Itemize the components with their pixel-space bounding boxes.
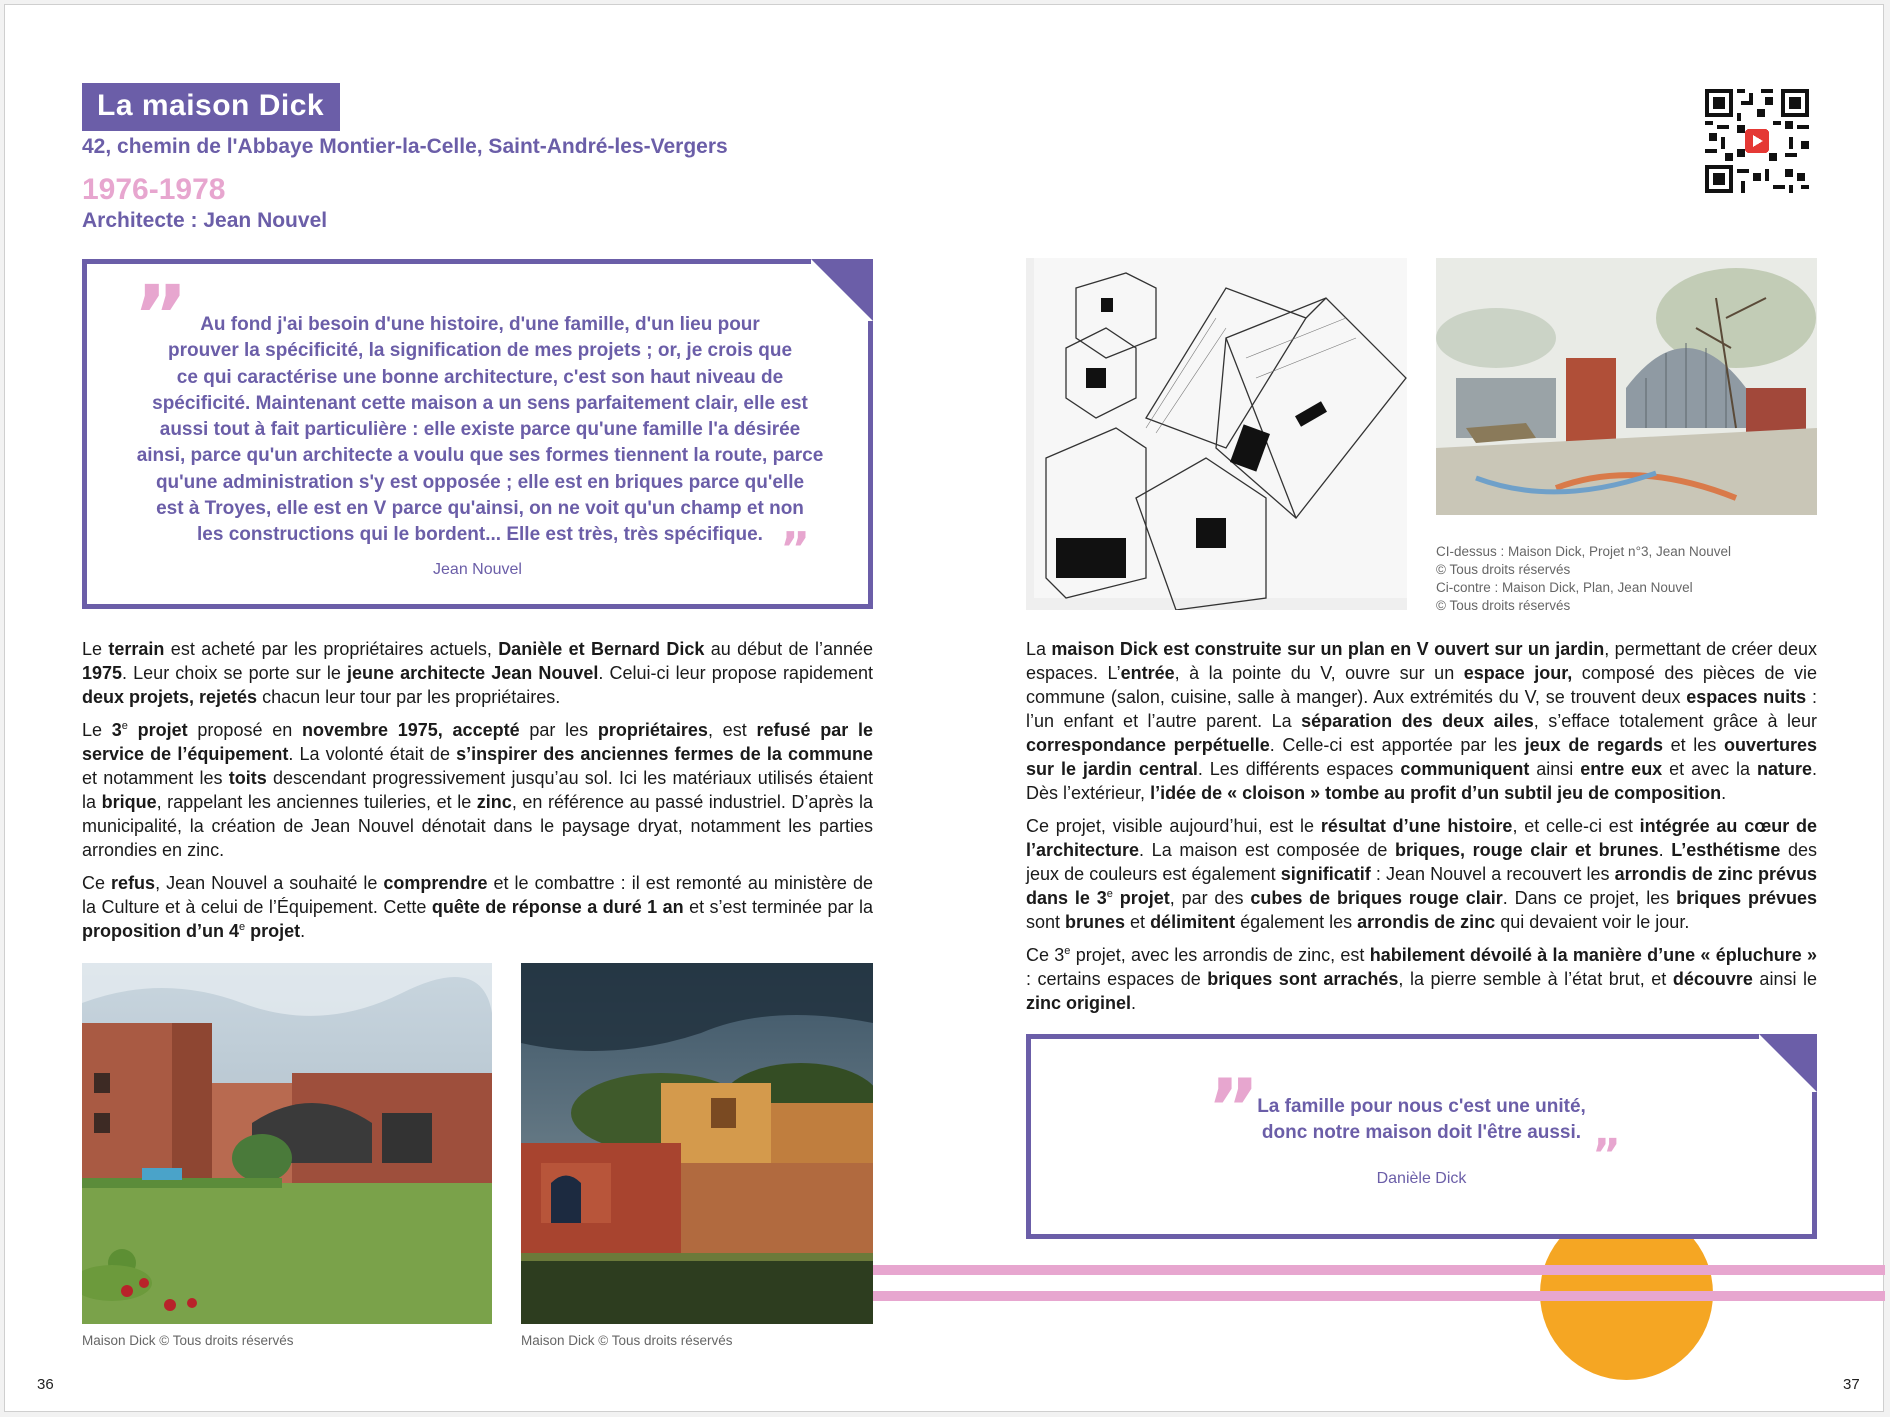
text-run: et bbox=[1125, 912, 1151, 932]
book-spread bbox=[4, 4, 1884, 1412]
superscript: e bbox=[1106, 888, 1113, 900]
text-run: : certains espaces de bbox=[1026, 969, 1208, 989]
superscript: e bbox=[121, 720, 128, 732]
quote-line: ce qui caractérise une bonne architecture, c'est son haut niveau de bbox=[176, 366, 784, 388]
text-run: , est bbox=[707, 720, 757, 740]
quote-author: Danièle Dick bbox=[1376, 1170, 1467, 1187]
text-run: qui devaient voir le jour. bbox=[1495, 912, 1690, 932]
text-run: , par des bbox=[1169, 888, 1251, 908]
quote-line: est à Troyes, elle est en V parce qu'ainsi, on ne voit qu'un champ et non bbox=[156, 498, 804, 520]
text-run: . Celle-ci est apportée par les bbox=[1269, 735, 1525, 755]
caption-line: Ci-contre : Maison Dick, Plan, Jean Nouvel bbox=[1436, 580, 1693, 595]
text-run: . La maison est composée de bbox=[1139, 840, 1396, 860]
bold-text: nature bbox=[1756, 759, 1812, 779]
bold-text: brique bbox=[101, 792, 157, 812]
bold-text: projet bbox=[127, 720, 188, 740]
bold-text: espace jour, bbox=[1463, 663, 1573, 683]
text-run: et avec la bbox=[1662, 759, 1757, 779]
qr-code[interactable] bbox=[1705, 89, 1809, 193]
page-number-left: 36 bbox=[37, 1376, 54, 1393]
bold-text: 3 bbox=[111, 720, 122, 740]
folded-corner bbox=[1759, 1034, 1817, 1092]
drawing-axonometric bbox=[1026, 258, 1407, 610]
bold-text: terrain bbox=[108, 639, 165, 659]
text-run: et le combattre : il est remonté au ministère de la Culture et à celui de l’Équipement. Cette bbox=[82, 873, 873, 917]
quote-line: les constructions qui le bordent... Elle est très, très spécifique. bbox=[197, 524, 763, 546]
quote-text bbox=[1031, 1094, 1812, 1146]
bold-text: proposition d’un 4 bbox=[82, 921, 239, 941]
paragraph bbox=[1026, 814, 1817, 934]
text-run: . bbox=[1131, 993, 1137, 1013]
bold-text: briques prévues bbox=[1676, 888, 1817, 908]
bold-text: L’esthétisme bbox=[1671, 840, 1781, 860]
right-body-text bbox=[1026, 637, 1817, 1024]
text-run: par les bbox=[519, 720, 598, 740]
drawing-perspective-sketch bbox=[1436, 258, 1817, 515]
text-run: . Les différents espaces bbox=[1197, 759, 1401, 779]
bold-text: entre eux bbox=[1580, 759, 1663, 779]
text-run: La bbox=[1026, 639, 1052, 659]
text-run: composé des pièces de vie commune (salon, cuisine, salle à manger). Aux extrémités du V, se trouvent deux bbox=[1026, 663, 1817, 707]
text-run: et les bbox=[1663, 735, 1724, 755]
quote-line: qu'une administration s'y est opposée ; elle est en briques parce qu'elle bbox=[155, 471, 805, 493]
text-run: . bbox=[1721, 783, 1727, 803]
bold-text: 1975 bbox=[82, 663, 123, 683]
text-run: . La volonté était de bbox=[288, 744, 457, 764]
bold-text: projet bbox=[245, 921, 301, 941]
quote-line: aussi tout à fait particulière : elle existe parce qu'une famille l'a désirée bbox=[159, 419, 801, 441]
years: 1976-1978 bbox=[82, 173, 226, 206]
quote-line: ainsi, parce qu'un architecte a voulu que ses formes tiennent la route, parce bbox=[136, 445, 824, 467]
text-run: , s’efface totalement grâce à leur bbox=[1533, 711, 1818, 731]
text-run: descendant progressivement jusqu’au sol. Ici les matériaux utilisés étaient la bbox=[82, 768, 874, 812]
text-run: : l’un enfant et l’autre parent. La bbox=[1026, 687, 1817, 731]
bold-text: découvre bbox=[1672, 969, 1753, 989]
text-run: ainsi le bbox=[1752, 969, 1817, 989]
bold-text: séparation des deux ailes bbox=[1301, 711, 1534, 731]
bold-text: jeune architecte Jean Nouvel bbox=[346, 663, 599, 683]
text-run: proposé en bbox=[187, 720, 302, 740]
bold-text: deux projets, rejetés bbox=[82, 687, 258, 707]
address: 42, chemin de l'Abbaye Montier-la-Celle, Saint-André-les-Vergers bbox=[82, 135, 728, 158]
architect: Architecte : Jean Nouvel bbox=[82, 209, 328, 232]
quote-line: La famille pour nous c'est une unité, bbox=[1257, 1096, 1586, 1117]
paragraph bbox=[82, 871, 873, 943]
text-run: . Dès l’extérieur, bbox=[1026, 759, 1817, 803]
quote-open-mark: ” bbox=[1207, 1062, 1260, 1155]
bold-text: zinc bbox=[476, 792, 512, 812]
text-run: : Jean Nouvel a recouvert les bbox=[1370, 864, 1615, 884]
bold-text: zinc originel bbox=[1026, 993, 1132, 1013]
decorative-pink-stripe bbox=[873, 1291, 1885, 1301]
text-run: . Dans ce projet, les bbox=[1502, 888, 1677, 908]
page-number-right: 37 bbox=[1843, 1376, 1860, 1393]
photo-house-sunset bbox=[521, 963, 873, 1324]
text-run: des jeux de couleurs est également bbox=[1026, 840, 1817, 884]
bold-text: communiquent bbox=[1400, 759, 1530, 779]
left-body-text bbox=[82, 637, 873, 952]
text-run: . Leur choix se porte sur le bbox=[122, 663, 347, 683]
bold-text: l’idée de « cloison » tombe au profit d’un subtil jeu de composition bbox=[1150, 783, 1722, 803]
bold-text: habilement dévoilé à la manière d’une « épluchure » bbox=[1369, 945, 1817, 965]
bold-text: résultat d’une histoire bbox=[1320, 816, 1513, 836]
bold-text: novembre 1975, accepté bbox=[301, 720, 520, 740]
text-run: , Jean Nouvel a souhaité le bbox=[155, 873, 384, 893]
bold-text: comprendre bbox=[383, 873, 488, 893]
text-run: Ce bbox=[82, 873, 112, 893]
caption-line: © Tous droits réservés bbox=[1436, 562, 1571, 577]
quote-text bbox=[115, 312, 845, 549]
paragraph bbox=[82, 637, 873, 709]
quote-line: Au fond j'ai besoin d'une histoire, d'une famille, d'un lieu pour bbox=[200, 314, 760, 335]
text-run: Le bbox=[82, 639, 109, 659]
bold-text: arrondis de zinc bbox=[1357, 912, 1496, 932]
bold-text: ouvertures sur le jardin central bbox=[1026, 735, 1818, 779]
quote-open-mark: ” bbox=[133, 267, 189, 365]
quote-box-jean-nouvel bbox=[82, 259, 873, 609]
paragraph bbox=[1026, 637, 1817, 805]
paragraph bbox=[1026, 943, 1817, 1015]
quote-author: Jean Nouvel bbox=[433, 561, 522, 578]
text-run: , permettant de créer deux espaces. L’ bbox=[1026, 639, 1817, 683]
text-run: est acheté par les propriétaires actuels, bbox=[164, 639, 499, 659]
text-run: . bbox=[1658, 840, 1672, 860]
caption-line: © Tous droits réservés bbox=[1436, 598, 1571, 613]
bold-text: propriétaires bbox=[597, 720, 708, 740]
text-run: Le bbox=[82, 720, 112, 740]
caption-line: CI-dessus : Maison Dick, Projet n°3, Jean Nouvel bbox=[1436, 544, 1732, 559]
bold-text: arrondis de zinc prévus dans le 3 bbox=[1026, 864, 1817, 908]
text-run: projet, avec les arrondis de zinc, est bbox=[1070, 945, 1370, 965]
bold-text: significatif bbox=[1280, 864, 1371, 884]
bold-text: Danièle et Bernard Dick bbox=[498, 639, 705, 659]
bold-text: s’inspirer des anciennes fermes de la commune bbox=[456, 744, 873, 764]
quote-close-mark: ” bbox=[1592, 1130, 1621, 1181]
text-run: chacun leur tour par les propriétaires. bbox=[257, 687, 561, 707]
bold-text: maison Dick est construite sur un plan en V ouvert sur un jardin bbox=[1051, 639, 1605, 659]
bold-text: briques, rouge clair et brunes bbox=[1395, 840, 1659, 860]
bold-text: refusé par le service de l’équipement bbox=[82, 720, 873, 764]
quote-line: donc notre maison doit l'être aussi. bbox=[1261, 1122, 1582, 1143]
text-run: , et celle-ci est bbox=[1512, 816, 1640, 836]
bold-text: entrée bbox=[1120, 663, 1175, 683]
photo-caption: Maison Dick © Tous droits réservés bbox=[82, 1333, 294, 1348]
bold-text: projet bbox=[1112, 888, 1170, 908]
text-run: . Celui-ci leur propose rapidement bbox=[598, 663, 873, 683]
page-title: La maison Dick bbox=[82, 83, 340, 131]
bold-text: refus bbox=[111, 873, 156, 893]
bold-text: intégrée au cœur de l’architecture bbox=[1026, 816, 1817, 860]
bold-text: toits bbox=[228, 768, 267, 788]
text-run: également les bbox=[1235, 912, 1358, 932]
text-run: Ce 3 bbox=[1026, 945, 1065, 965]
quote-line: spécificité. Maintenant cette maison a un sens parfaitement clair, elle est bbox=[152, 392, 808, 414]
bold-text: cubes de briques rouge clair bbox=[1250, 888, 1503, 908]
quote-box-daniele-dick bbox=[1026, 1034, 1817, 1239]
text-run: . bbox=[300, 921, 306, 941]
text-run: et s’est terminée par la bbox=[683, 897, 873, 917]
text-run: , à la pointe du V, ouvre sur un bbox=[1174, 663, 1464, 683]
photo-caption: Maison Dick © Tous droits réservés bbox=[521, 1333, 733, 1348]
bold-text: quête de réponse a duré 1 an bbox=[431, 897, 684, 917]
photo-house-garden bbox=[82, 963, 492, 1324]
bold-text: brunes bbox=[1065, 912, 1126, 932]
superscript: e bbox=[1064, 945, 1071, 957]
text-run: au début de l’année bbox=[704, 639, 873, 659]
text-run: , en référence au passé industriel. D’après la municipalité, la création de Jean Nouvel dénotait dans le paysage dryat, notamment les parties arrondies en zinc. bbox=[82, 792, 874, 860]
bold-text: correspondance perpétuelle bbox=[1026, 735, 1270, 755]
bold-text: briques sont arrachés bbox=[1207, 969, 1399, 989]
text-run: et notamment les bbox=[82, 768, 229, 788]
decorative-pink-stripe bbox=[873, 1265, 1885, 1275]
text-run: sont bbox=[1026, 912, 1066, 932]
bold-text: espaces nuits bbox=[1686, 687, 1807, 707]
text-run: ainsi bbox=[1529, 759, 1581, 779]
bold-text: jeux de regards bbox=[1524, 735, 1664, 755]
text-run: , rappelant les anciennes tuileries, et le bbox=[156, 792, 477, 812]
superscript: e bbox=[238, 921, 246, 933]
quote-line: prouver la spécificité, la signification de mes projets ; or, je crois que bbox=[167, 340, 793, 362]
quote-close-mark: ” bbox=[780, 522, 811, 576]
image-caption bbox=[1436, 543, 1731, 615]
paragraph bbox=[82, 718, 873, 862]
text-run: Ce projet, visible aujourd’hui, est le bbox=[1026, 816, 1321, 836]
text-run: , la pierre semble à l’état brut, et bbox=[1398, 969, 1673, 989]
bold-text: délimitent bbox=[1150, 912, 1236, 932]
